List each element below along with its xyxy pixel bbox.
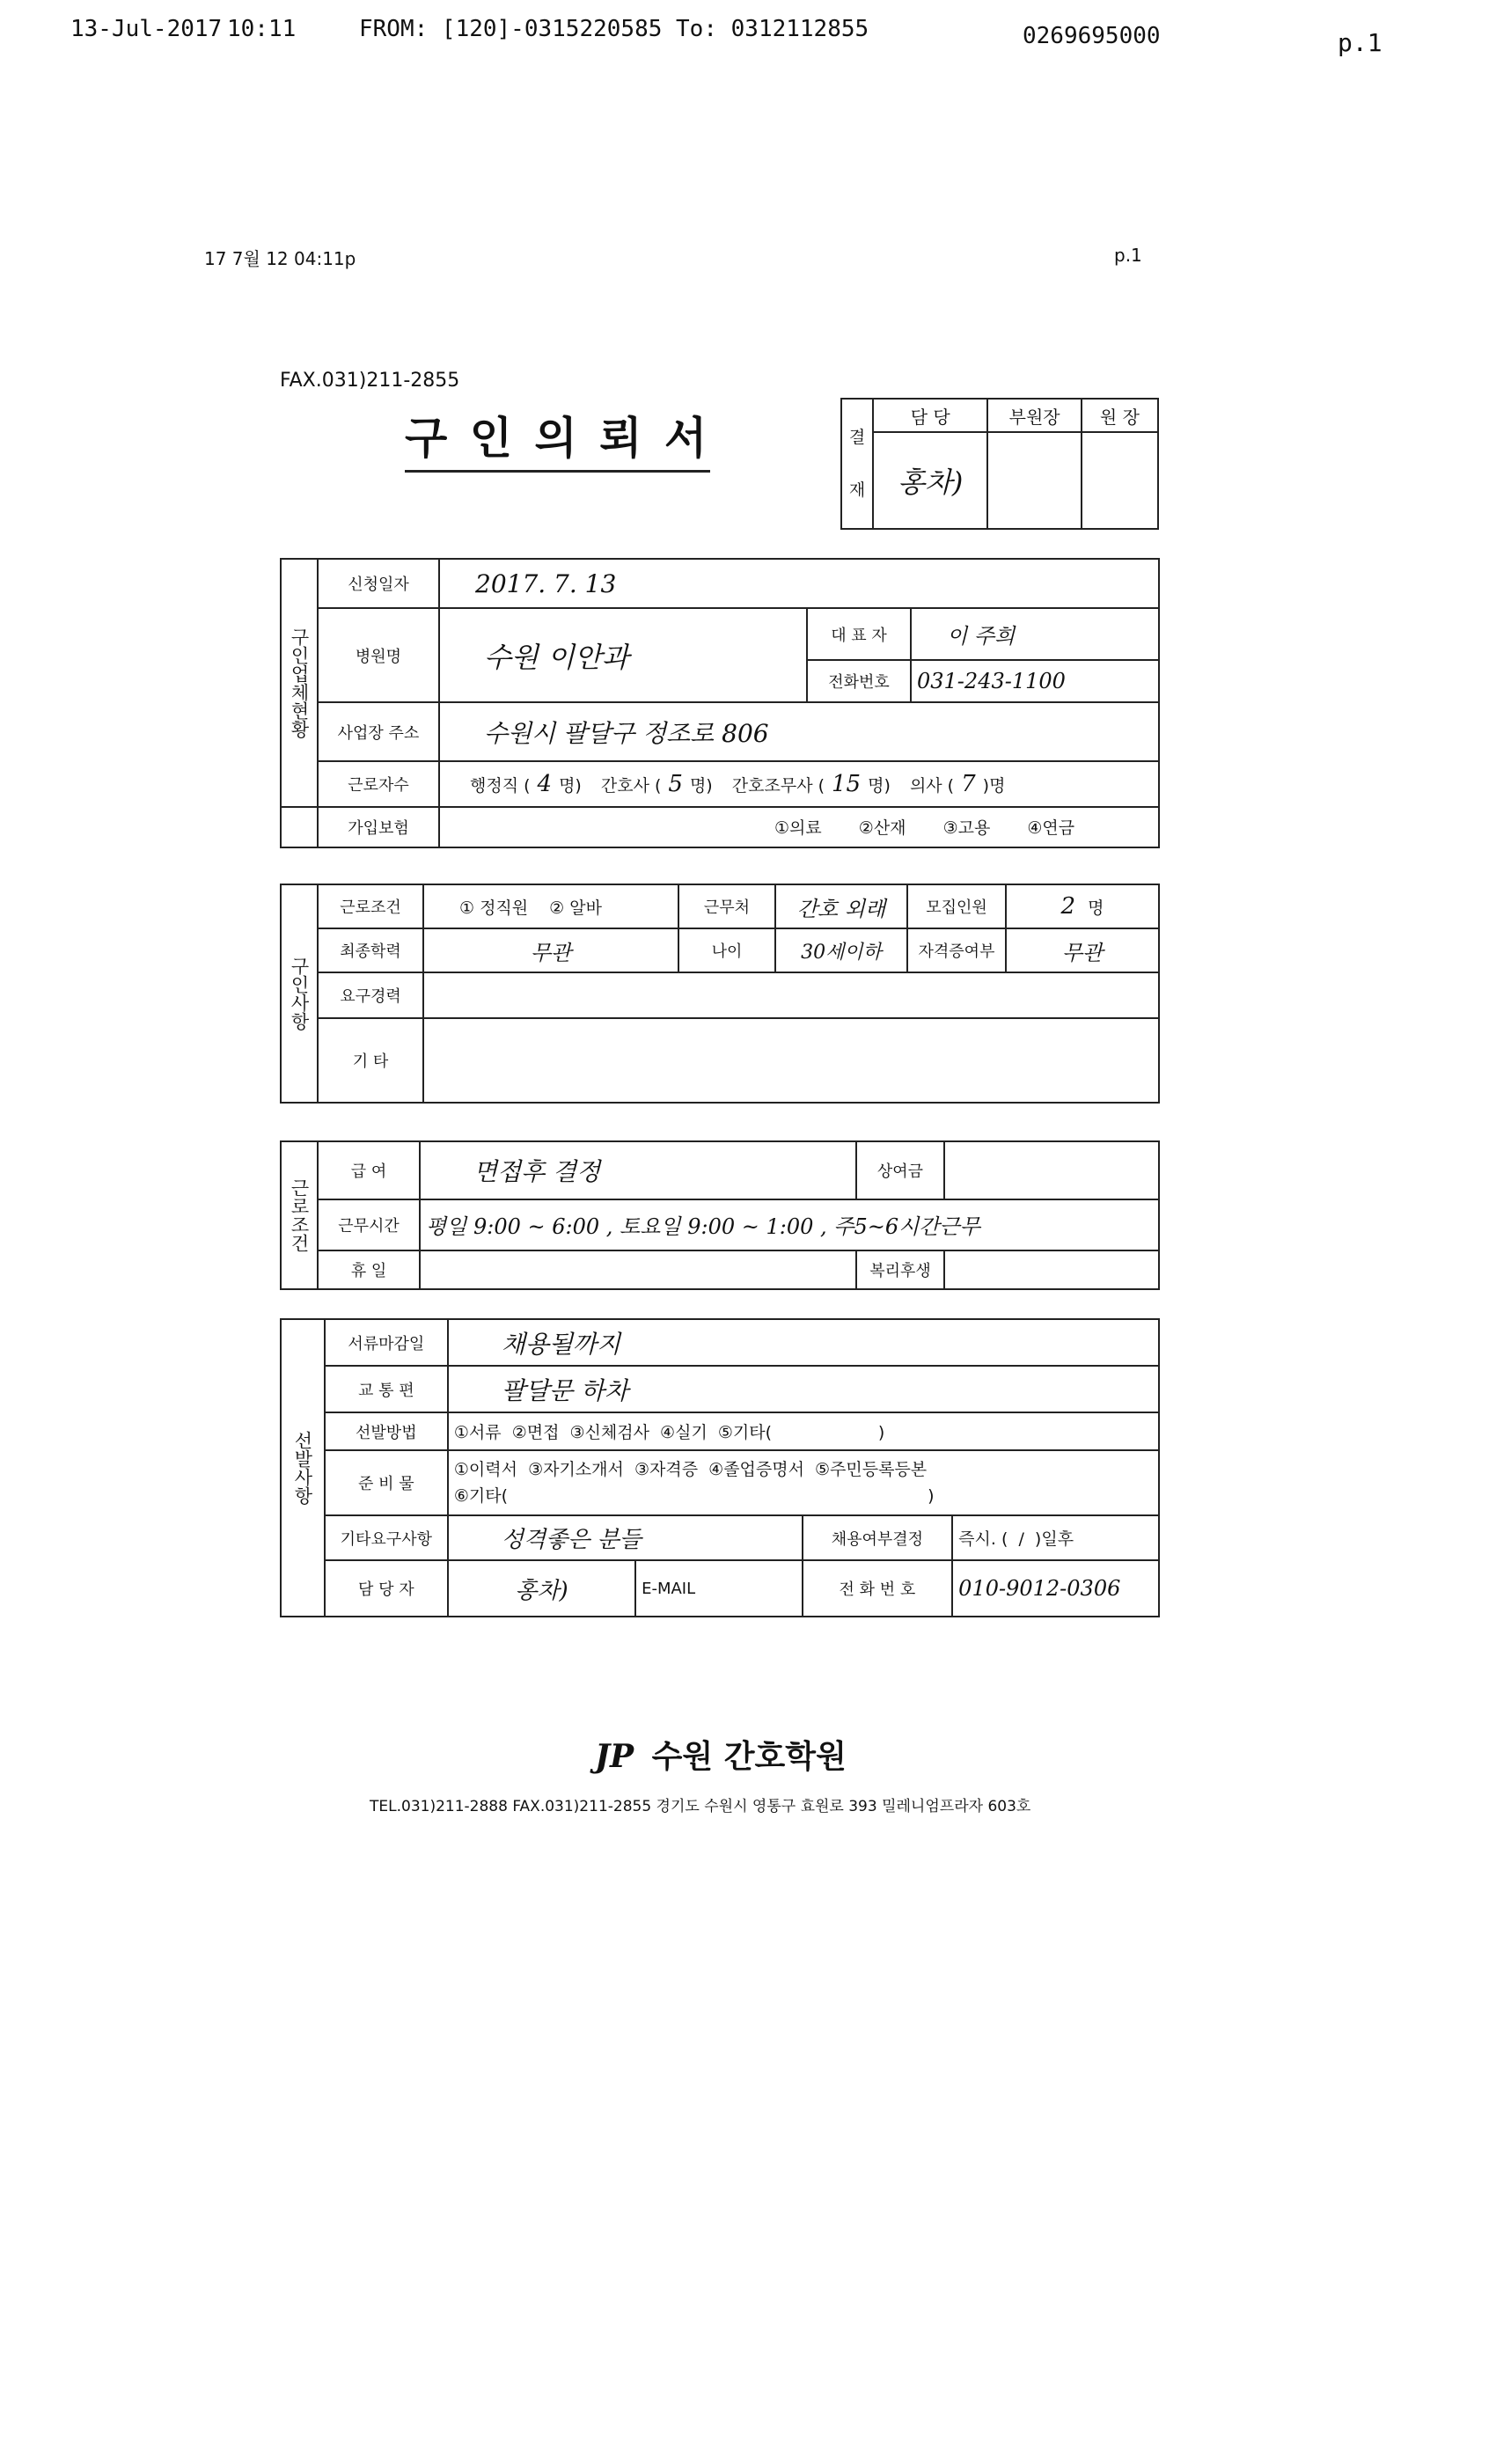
insurance-label: 가입보험 (318, 807, 439, 847)
hospital-value: 수원 이안과 (439, 608, 807, 702)
recruit-cell: 2 명 (1006, 884, 1159, 928)
approval-signature: 홍차) (873, 432, 987, 529)
salary-value: 면접후 결정 (420, 1141, 856, 1199)
other-value: 성격좋은 분들 (448, 1515, 803, 1560)
deadline-label: 서류마감일 (325, 1319, 448, 1366)
cond-label: 근로조건 (318, 884, 423, 928)
recruit-label: 모집인원 (907, 884, 1006, 928)
approval-box (840, 398, 1159, 530)
footer-info: TEL.031)211-2888 FAX.031)211-2855 경기도 수원시 영통구 효원로 393 밀레니엄프라자 603호 (370, 1798, 1031, 1815)
insurance-options (439, 807, 1159, 847)
fax-from-to: FROM: [120]-0315220585 To: 0312112855 (359, 16, 869, 42)
fax-id: 0269695000 (1023, 23, 1161, 49)
cond-options: ① 정직원 ② 알바 (423, 884, 678, 928)
docs-label: 준 비 물 (325, 1450, 448, 1515)
edu-value: 무관 (423, 928, 678, 972)
welfare-label: 복리후생 (856, 1250, 944, 1289)
academy-name: 수원 간호학원 (651, 1739, 847, 1775)
date-value: 2017. 7. 13 (439, 559, 1159, 608)
inner-datetime: 17 7월 12 04:11p (204, 248, 356, 269)
method-label: 선발방법 (325, 1412, 448, 1450)
address-value: 수원시 팔달구 정조로 806 (439, 702, 1159, 761)
tel-label: 전 화 번 호 (803, 1560, 953, 1617)
phone-value: 031-243-1100 (911, 660, 1159, 702)
insurance-industrial: ②산재 (858, 818, 906, 839)
hours-label: 근무시간 (318, 1199, 420, 1250)
holiday-label: 휴 일 (318, 1250, 420, 1289)
license-value: 무관 (1006, 928, 1159, 972)
manager-label: 담 당 자 (325, 1560, 448, 1617)
rep-value: 이 주희 (911, 608, 1159, 660)
approval-col-staff: 담 당 (873, 399, 987, 432)
career-label: 요구경력 (318, 972, 423, 1018)
fax-page: p.1 (1338, 28, 1382, 57)
insurance-medical: ①의료 (774, 818, 822, 839)
date-label: 신청일자 (318, 559, 439, 608)
page-title: 구 인 의 뢰 서 (405, 403, 710, 473)
docs-value: ①이력서 ③자기소개서 ③자격증 ④졸업증명서 ⑤주민등록등본 ⑥기타( ) (448, 1450, 1159, 1515)
fax-date: 13-Jul-2017 (70, 16, 223, 42)
address-label: 사업장 주소 (318, 702, 439, 761)
fax-time: 10:11 (227, 16, 297, 42)
footer-logo (595, 1732, 847, 1777)
section-requirements-side: 구인사항 (281, 884, 318, 1103)
method-value: ①서류 ②면접 ③신체검사 ④실기 ⑤기타( ) (448, 1412, 1159, 1450)
decision-value: 즉시. ( / )일후 (952, 1515, 1159, 1560)
fax-number: FAX.031)211-2855 (280, 370, 460, 392)
workers-nurse-value: 5 (668, 770, 683, 797)
approval-label: 결재 (841, 399, 873, 529)
workers-assistant-value: 15 (832, 770, 862, 797)
inner-page: p.1 (1114, 245, 1142, 266)
insurance-employment: ③고용 (942, 818, 991, 839)
workplace-value: 간호 외래 (775, 884, 907, 928)
approval-col-director: 원 장 (1082, 399, 1158, 432)
email-label: E-MAIL (635, 1560, 803, 1617)
bonus-label: 상여금 (856, 1141, 944, 1199)
section-company-side: 구인업체현황 (281, 559, 318, 807)
rep-label: 대 표 자 (807, 608, 911, 660)
workers-doctor-value: 7 (961, 770, 976, 797)
section-conditions (280, 1140, 1160, 1290)
deadline-value: 채용될까지 (448, 1319, 1159, 1366)
workers-admin-value: 4 (537, 770, 553, 797)
section-conditions-side: 근로조건 (281, 1141, 318, 1289)
phone-label: 전화번호 (807, 660, 911, 702)
age-value: 30세이하 (775, 928, 907, 972)
hospital-label: 병원명 (318, 608, 439, 702)
section-selection-side: 선발사항 (281, 1319, 325, 1617)
license-label: 자격증여부 (907, 928, 1006, 972)
hours-value: 평일 9:00 ~ 6:00 , 토요일 9:00 ~ 1:00 , 주5~6시간근무 (420, 1199, 1159, 1250)
other-label: 기타요구사항 (325, 1515, 448, 1560)
approval-col-vice: 부원장 (987, 399, 1081, 432)
decision-label: 채용여부결정 (803, 1515, 953, 1560)
age-label: 나이 (678, 928, 775, 972)
section-selection (280, 1318, 1160, 1617)
academy-logo-icon: JP (595, 1738, 634, 1775)
section-company (280, 558, 1160, 848)
edu-label: 최종학력 (318, 928, 423, 972)
workplace-label: 근무처 (678, 884, 775, 928)
transport-value: 팔달문 하차 (448, 1366, 1159, 1412)
workers-row: 행정직 ( 4 명) 간호사 ( 5 명) 간호조무사 ( 15 명) 의사 ( 7 )명 (439, 761, 1159, 806)
workers-label: 근로자수 (318, 761, 439, 806)
salary-label: 급 여 (318, 1141, 420, 1199)
section-requirements (280, 884, 1160, 1104)
tel-value: 010-9012-0306 (952, 1560, 1159, 1617)
manager-value: 홍차) (448, 1560, 635, 1617)
etc-label: 기 타 (318, 1018, 423, 1103)
transport-label: 교 통 편 (325, 1366, 448, 1412)
insurance-pension: ④연금 (1027, 818, 1075, 839)
